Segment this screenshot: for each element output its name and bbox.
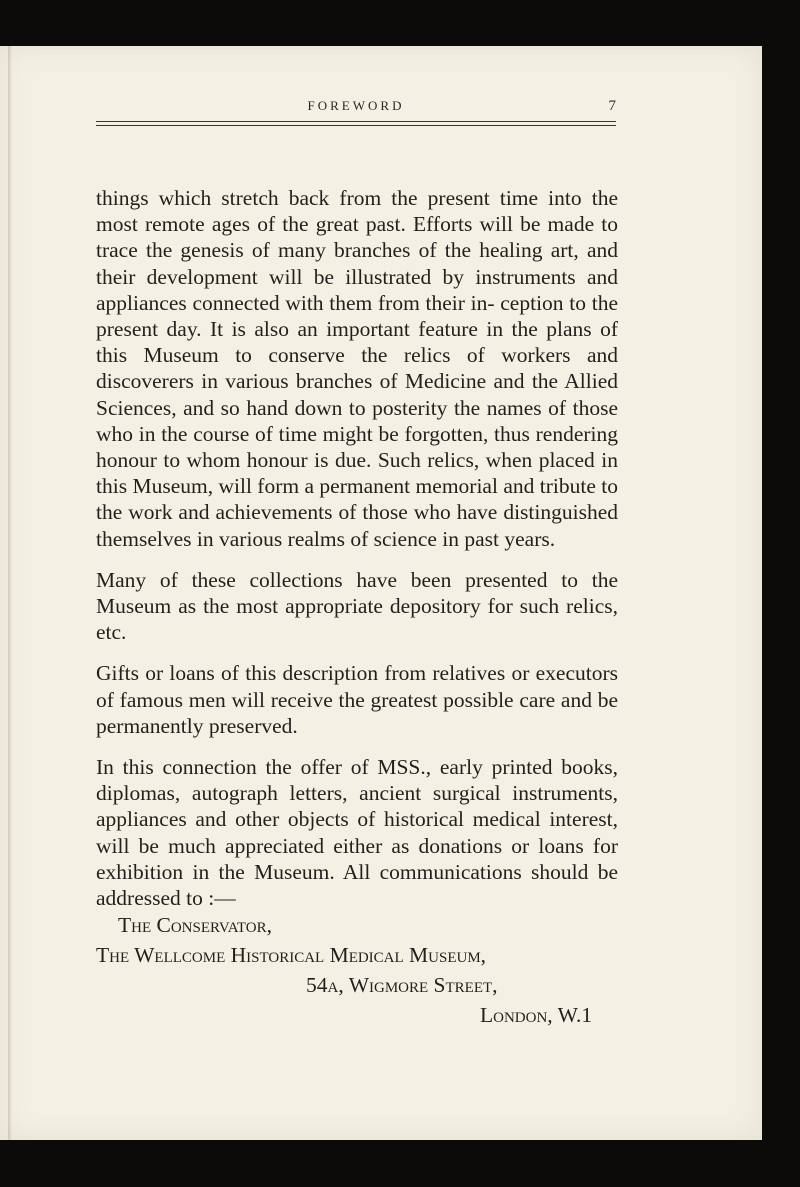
body-text [96, 185, 618, 926]
paragraph: things which stretch back from the present time into the most remote ages of the great past. Efforts will be made to trace the genesis of many branches of the healing art, and their development will be illustrated by instruments and appliances connected with them from their in- ception to the present day. It is also an important feature in the plans of this Museum to conserve the relics of workers and discoverers in various branches of Medicine and the Allied Sciences, and so hand down to posterity the names of those who in the course of time might be forgotten, thus rendering honour to whom honour is due. Such relics, when placed in this Museum, will form a permanent memorial and tribute to the work and achievements of those who have distinguished themselves in various realms of science in past years. [96, 186, 618, 551]
binding-edge [8, 46, 12, 1140]
paragraph: Many of these collections have been presented to the Museum as the most appropriate depository for such relics, etc. [96, 567, 618, 645]
paragraph: Gifts or loans of this description from relatives or executors of famous men will receive the greatest possible care and be permanently preserved. [96, 661, 618, 738]
header-rule-bottom [96, 125, 616, 126]
address-line-street: 54a, Wigmore Street, [306, 973, 498, 997]
address-line-museum: The Wellcome Historical Medical Museum, [96, 943, 487, 967]
running-title: FOREWORD [307, 98, 405, 113]
address-line-conservator: The Conservator, [118, 913, 272, 937]
page-number: 7 [608, 98, 616, 114]
address-block [96, 910, 618, 1030]
paragraph: In this connection the offer of MSS., early printed books, diplomas, autograph letters, ancient surgical instruments, appliances and other objects of historical medical interest, will be much appreciated either as donations or loans for exhibition in the Museum. All communications should be addressed to :— [96, 755, 618, 911]
address-line-city: London, W.1 [480, 1003, 593, 1027]
running-head [96, 98, 616, 118]
header-rule-top [96, 121, 616, 122]
